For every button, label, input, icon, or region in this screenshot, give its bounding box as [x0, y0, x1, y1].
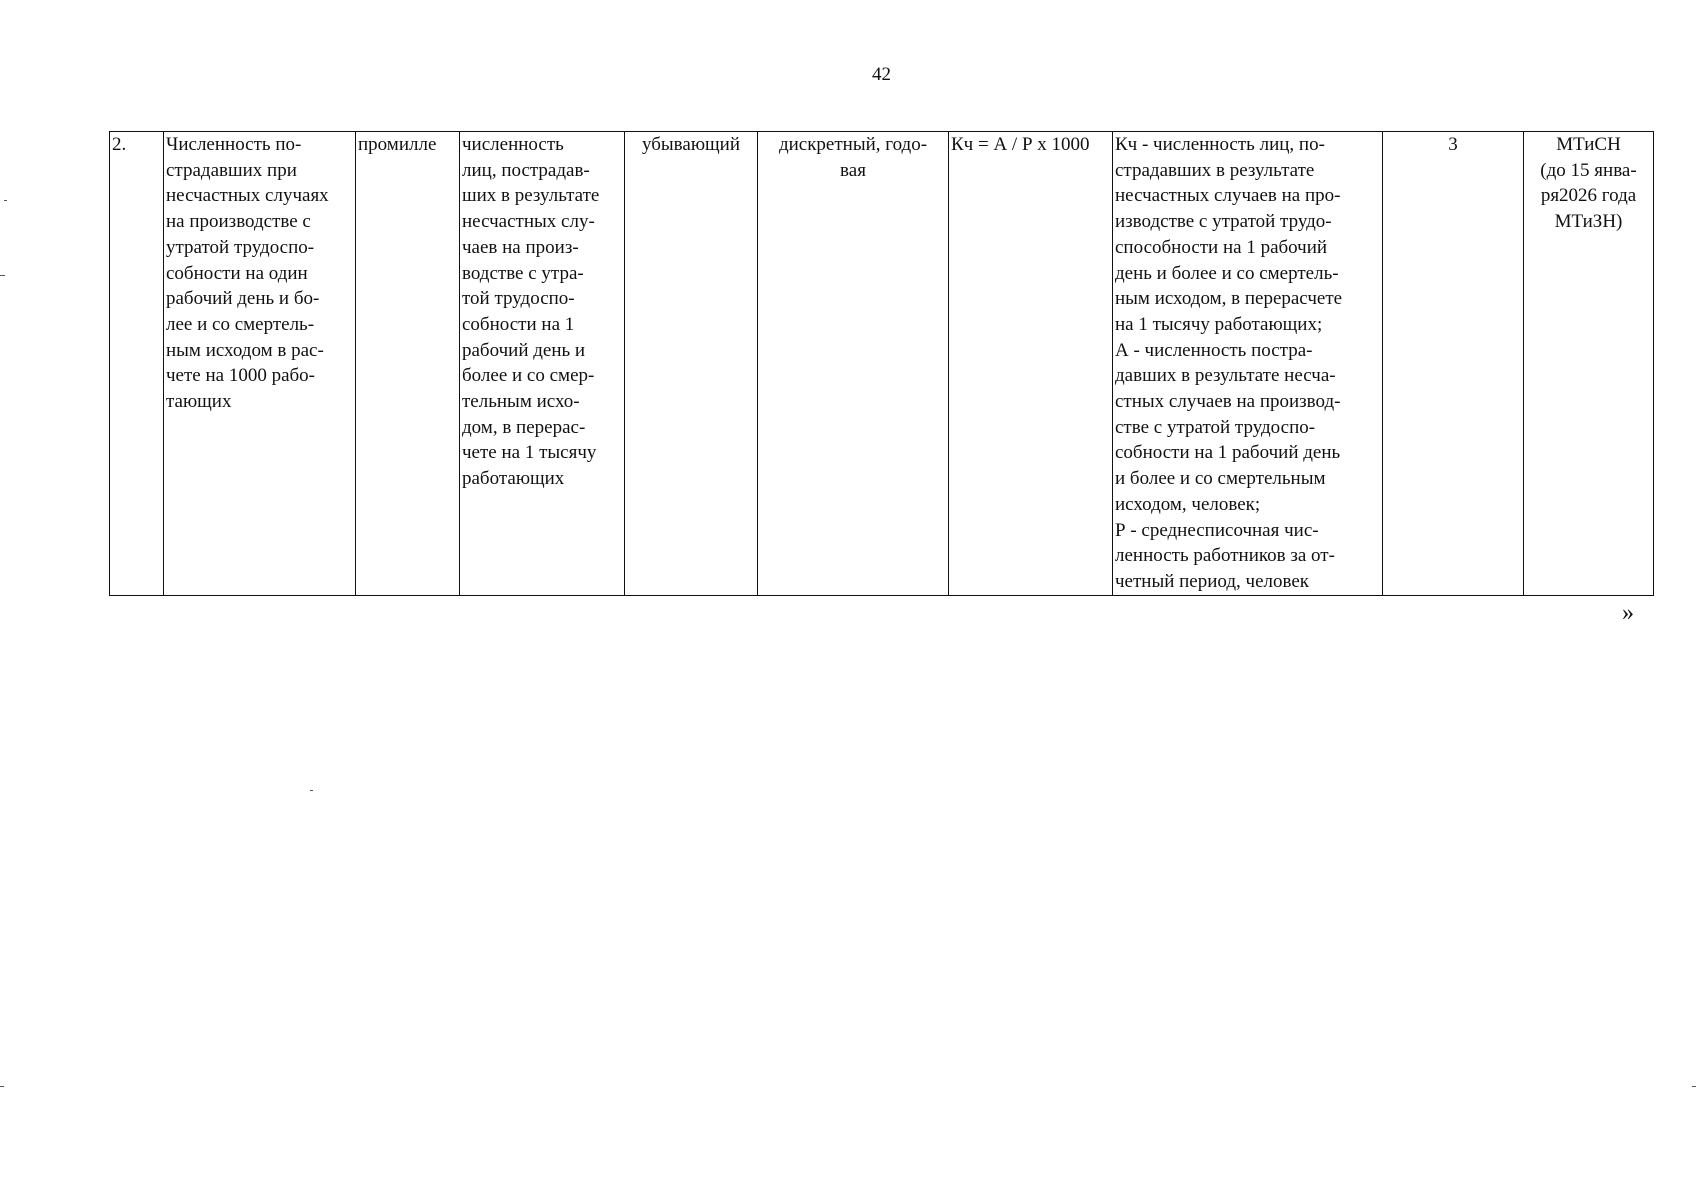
page-number: 42 — [872, 64, 891, 85]
closing-quote-mark: » — [1622, 600, 1634, 626]
definition-cell: численность лиц, пострадав- ших в результате несчастных слу- чаев на произ- водстве с утра- той трудоспо- собности на 1 рабочий день и более и со смер- тельным исхо- дом, в перерас- чете на 1 тысячу работающих — [460, 132, 625, 596]
scan-artifact — [0, 275, 5, 276]
indicator-name-cell: Численность по- страдавших при несчастных случаях на производстве с утратой трудоспо- собности на один рабочий день и бо- лее и со смертель- ным исходом в рас- чете на 1000 рабо- тающих — [164, 132, 356, 596]
row-number-cell: 2. — [110, 132, 164, 596]
scan-artifact — [4, 200, 7, 201]
responsible-body-cell: МТиСН (до 15 янва- ря2026 года МТиЗН) — [1524, 132, 1654, 596]
score-cell: 3 — [1383, 132, 1524, 596]
scan-artifact — [310, 790, 313, 791]
scan-artifact — [0, 1086, 4, 1087]
table-row — [110, 132, 1654, 596]
indicator-type-cell: дискретный, годо- вая — [758, 132, 949, 596]
unit-cell: промилле — [356, 132, 460, 596]
trend-cell: убывающий — [625, 132, 758, 596]
formula-notes-cell: Кч - численность лиц, по- страдавших в результате несчастных случаев на про- изводстве с утратой трудо- способности на 1 рабочий день и более и со смертель- ным исходом, в перерасчете на 1 тысячу работающих; А - численность постра- давших в результате несча- стных случаев на производ- стве с утратой трудоспо- собности на 1 рабочий день и более и со смертельным исходом, человек; Р - среднесписочная чис- ленность работников за от- четный период, человек — [1113, 132, 1383, 596]
scan-artifact — [1692, 1086, 1696, 1087]
formula-cell: Кч = А / Р х 1000 — [949, 132, 1113, 596]
indicator-table — [109, 131, 1654, 596]
